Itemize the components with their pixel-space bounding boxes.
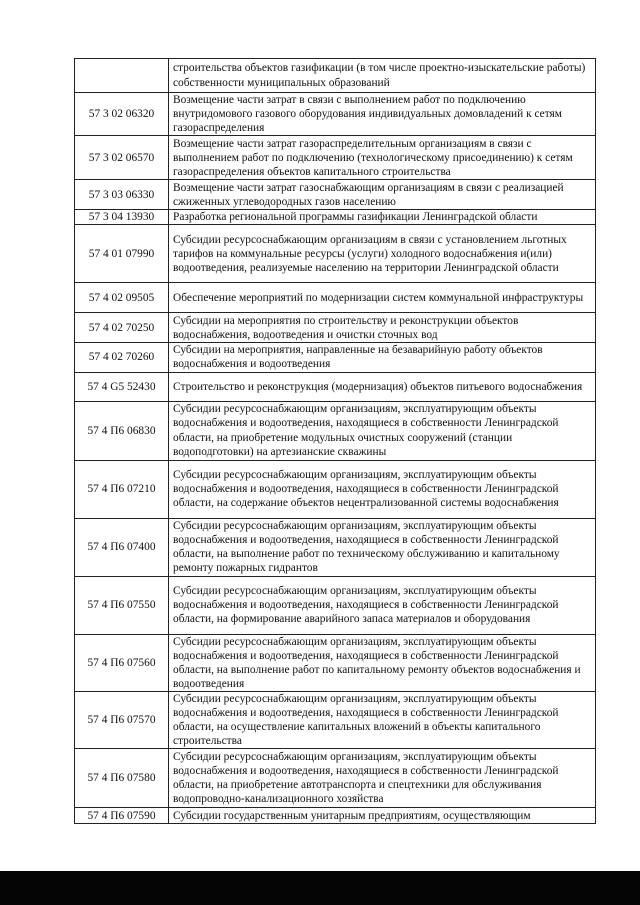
row-description: строительства объектов газификации (в том числе проектно-изыскательские работы) собственности муниципальных образований [169,59,596,93]
row-code: 57 4 02 70260 [75,343,169,372]
table-row [75,313,596,343]
table-row [75,691,596,748]
row-code: 57 4 02 09505 [75,283,169,313]
row-description: Субсидии ресурсоснабжающим организациям, эксплуатирующим объекты водоснабжения и водоотведения, находящиеся в собственности Ленинградской области, на осуществление капитальных вложений в объекты капитального строительства [169,691,596,748]
table-row [75,808,596,824]
row-code: 57 3 03 06330 [75,180,169,210]
row-code [75,59,169,93]
row-code: 57 4 П6 07570 [75,691,169,748]
table-row [75,576,596,634]
row-description: Возмещение части затрат газораспределительным организациям в связи с выполнением работ по подключению (технологическому присоединению) к сетям газораспределения объектов капитального строительства [169,136,596,180]
table-row [75,749,596,808]
row-code: 57 4 02 70250 [75,313,169,343]
budget-codes-table [74,58,596,824]
row-description: Возмещение части затрат в связи с выполнением работ по подключению внутридомового газового оборудования индивидуальных домовладений к сетям газораспределения [169,93,596,136]
row-description: Субсидии ресурсоснабжающим организациям, эксплуатирующим объекты водоснабжения и водоотведения, находящиеся в собственности Ленинградской области, на приобретение модульных очистных сооружений (станции водоподготовки) на артезианские скважины [169,401,596,460]
row-description: Субсидии ресурсоснабжающим организациям в связи с установлением льготных тарифов на коммунальные ресурсы (услуги) холодного водоснабжения и(или) водоотведения, реализуемые населению на территории Ленинградской области [169,225,596,283]
row-description: Субсидии ресурсоснабжающим организациям, эксплуатирующим объекты водоснабжения и водоотведения, находящиеся в собственности Ленинградской области, на содержание объектов нецентрализованной системы водоснабжения [169,460,596,518]
row-code: 57 4 01 07990 [75,225,169,283]
table-row [75,225,596,283]
row-description: Субсидии ресурсоснабжающим организациям, эксплуатирующим объекты водоснабжения и водоотведения, находящиеся в собственности Ленинградской области, на формирование аварийного запаса материалов и оборудования [169,576,596,634]
row-description: Субсидии на мероприятия по строительству и реконструкции объектов водоснабжения, водоотведения и очистки сточных вод [169,313,596,343]
row-code: 57 4 П6 07210 [75,460,169,518]
row-code: 57 3 02 06320 [75,93,169,136]
table-body [75,59,596,824]
table-row [75,59,596,93]
row-description: Субсидии ресурсоснабжающим организациям, эксплуатирующим объекты водоснабжения и водоотведения, находящиеся в собственности Ленинградской области, на выполнение работ по техническому обслуживанию и капитальному ремонту пожарных гидрантов [169,518,596,576]
table-row [75,634,596,691]
table-row [75,401,596,460]
row-code: 57 4 П6 07580 [75,749,169,808]
table-row [75,93,596,136]
table-row [75,180,596,210]
table-row [75,343,596,372]
table-row [75,460,596,518]
row-code: 57 4 П6 07560 [75,634,169,691]
scan-bottom-border [0,871,640,905]
table-row [75,210,596,225]
row-code: 57 4 П6 06830 [75,401,169,460]
row-description: Строительство и реконструкция (модернизация) объектов питьевого водоснабжения [169,372,596,401]
row-description: Субсидии ресурсоснабжающим организациям, эксплуатирующим объекты водоснабжения и водоотведения, находящиеся в собственности Ленинградской области, на приобретение автотранспорта и спецтехники для обслуживания водопроводно-канализационного хозяйства [169,749,596,808]
row-description: Субсидии ресурсоснабжающим организациям, эксплуатирующим объекты водоснабжения и водоотведения, находящиеся в собственности Ленинградской области, на выполнение работ по капитальному ремонту объектов водоснабжения и водоотведения [169,634,596,691]
row-code: 57 3 02 06570 [75,136,169,180]
row-code: 57 4 П6 07590 [75,808,169,824]
table-row [75,136,596,180]
row-description: Разработка региональной программы газификации Ленинградской области [169,210,596,225]
table-row [75,518,596,576]
row-description: Обеспечение мероприятий по модернизации систем коммунальной инфраструктуры [169,283,596,313]
row-description: Субсидии на мероприятия, направленные на безаварийную работу объектов водоснабжения и водоотведения [169,343,596,372]
row-code: 57 3 04 13930 [75,210,169,225]
table-row [75,372,596,401]
row-code: 57 4 G5 52430 [75,372,169,401]
table-row [75,283,596,313]
row-code: 57 4 П6 07400 [75,518,169,576]
row-code: 57 4 П6 07550 [75,576,169,634]
row-description: Субсидии государственным унитарным предприятиям, осуществляющим [169,808,596,824]
row-description: Возмещение части затрат газоснабжающим организациям в связи с реализацией сжиженных углеводородных газов населению [169,180,596,210]
